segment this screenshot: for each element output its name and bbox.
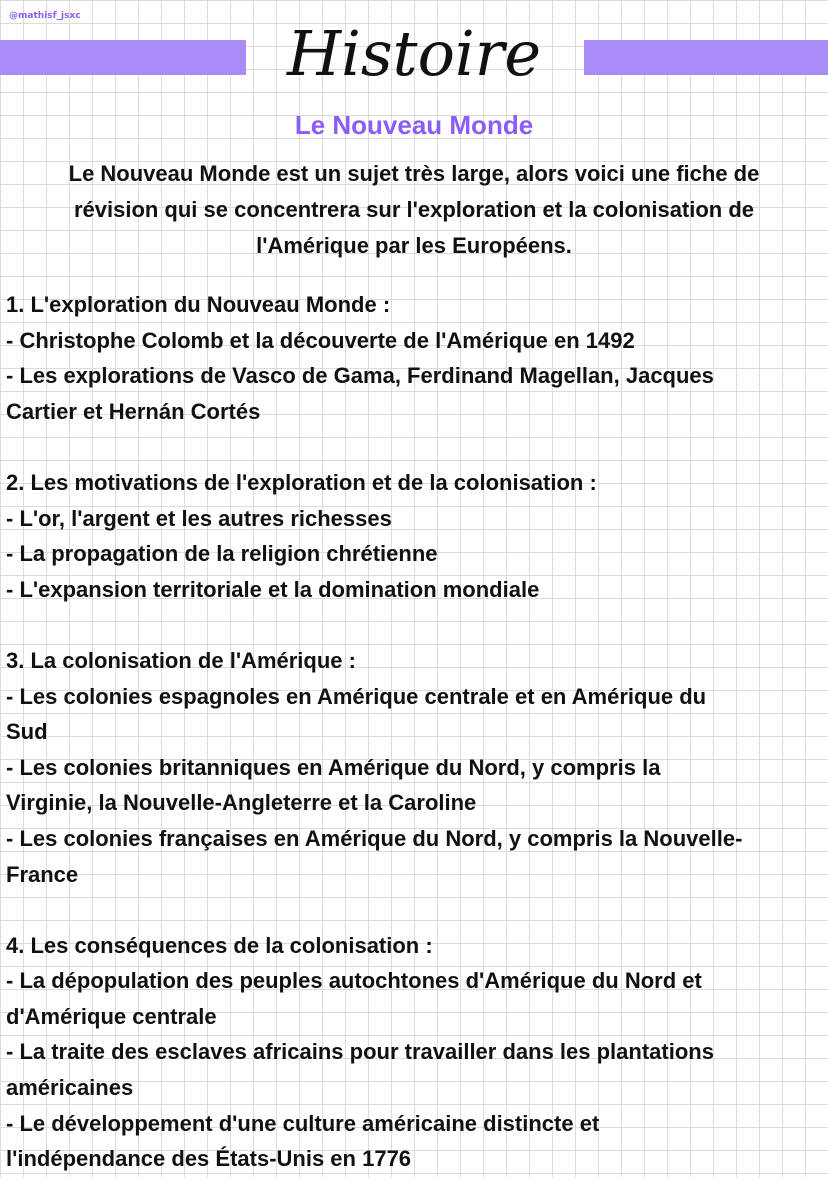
section-line: - L'expansion territoriale et la domination mondiale xyxy=(6,576,540,602)
section-gap xyxy=(6,429,828,465)
intro-line: l'Amérique par les Européens. xyxy=(256,233,572,258)
section-line: - Christophe Colomb et la découverte de l'Amérique en 1492 xyxy=(6,327,635,353)
intro-line: Le Nouveau Monde est un sujet très large, alors voici une fiche de xyxy=(68,161,760,186)
section-line: américaines xyxy=(6,1075,134,1101)
section-heading: 2. Les motivations de l'exploration et de la colonisation : xyxy=(6,469,597,495)
intro-paragraph xyxy=(0,156,828,264)
section-line: - Le développement d'une culture américaine distincte et xyxy=(6,1110,600,1136)
section-line: Sud xyxy=(6,719,48,745)
content-body xyxy=(6,287,828,1177)
section-heading: 1. L'exploration du Nouveau Monde : xyxy=(6,292,391,317)
section-line: - Les explorations de Vasco de Gama, Ferdinand Magellan, Jacques xyxy=(6,363,714,389)
section-gap xyxy=(6,892,828,928)
section-line: - Les colonies espagnoles en Amérique centrale et en Amérique du xyxy=(6,683,707,709)
section-4 xyxy=(6,928,828,1177)
section-3 xyxy=(6,643,828,892)
section-line: - Les colonies britanniques en Amérique du Nord, y compris la xyxy=(6,754,661,780)
section-line: - La traite des esclaves africains pour travailler dans les plantations xyxy=(6,1039,714,1065)
section-line: - La propagation de la religion chrétienne xyxy=(6,541,438,567)
section-line: l'indépendance des États-Unis en 1776 xyxy=(6,1146,412,1172)
intro-line: révision qui se concentrera sur l'exploration et la colonisation de xyxy=(73,197,755,222)
section-line: - Les colonies françaises en Amérique du Nord, y compris la Nouvelle- xyxy=(6,825,743,851)
section-line: Cartier et Hernán Cortés xyxy=(6,398,261,424)
page-title: Histoire xyxy=(286,17,542,90)
section-gap xyxy=(6,607,828,643)
section-line: - L'or, l'argent et les autres richesses xyxy=(6,505,392,531)
page-subtitle: Le Nouveau Monde xyxy=(294,110,534,140)
section-1 xyxy=(6,287,828,429)
section-heading: 4. Les conséquences de la colonisation : xyxy=(6,932,433,958)
section-line: - La dépopulation des peuples autochtones d'Amérique du Nord et xyxy=(6,968,702,994)
section-heading: 3. La colonisation de l'Amérique : xyxy=(6,647,356,673)
author-handle: @mathisf_jsxc xyxy=(9,11,81,21)
section-2 xyxy=(6,465,828,607)
section-line: d'Amérique centrale xyxy=(6,1003,217,1029)
section-line: France xyxy=(6,861,79,887)
section-line: Virginie, la Nouvelle-Angleterre et la Caroline xyxy=(6,790,477,816)
